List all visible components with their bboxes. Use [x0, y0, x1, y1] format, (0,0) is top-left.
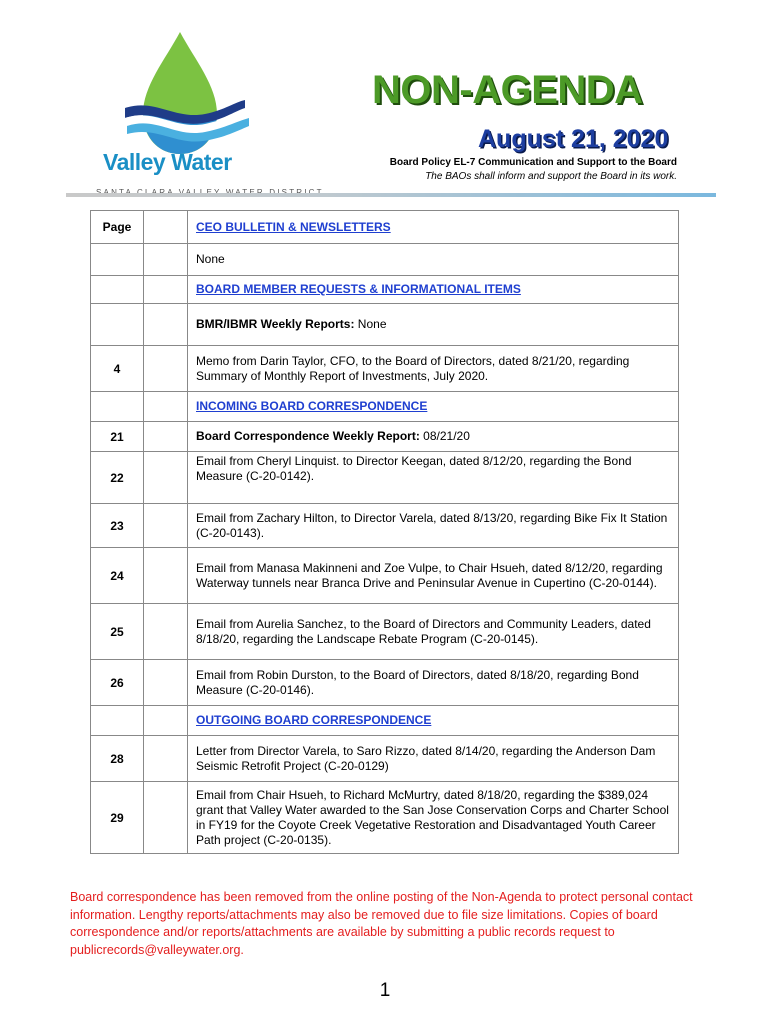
- item-label: Board Correspondence Weekly Report:: [196, 429, 420, 443]
- table-row: [91, 422, 679, 452]
- section-incoming-correspondence[interactable]: INCOMING BOARD CORRESPONDENCE: [196, 399, 428, 413]
- item-text: Email from Zachary Hilton, to Director Varela, dated 8/13/20, regarding Bike Fix It Station (C-20-0143).: [196, 510, 668, 540]
- items-table: [90, 210, 679, 854]
- item-text: Email from Chair Hsueh, to Richard McMurtry, dated 8/18/20, regarding the $389,024 grant that Valley Water awarded to the San Jose Conservation Corps and Charter School in FY19 for the Coyote Creek Vegetative Restoration and Disadvantaged Youth Career Path project (C-20-0135).: [196, 787, 669, 847]
- table-row: [91, 392, 679, 422]
- page-number-cell: 21: [91, 422, 144, 452]
- section-board-member-requests[interactable]: BOARD MEMBER REQUESTS & INFORMATIONAL ITEMS: [196, 282, 521, 296]
- item-text: Email from Aurelia Sanchez, to the Board of Directors and Community Leaders, dated 8/18/20, regarding the Landscape Rebate Program (C-20-0145).: [196, 616, 651, 646]
- page-title: NON-AGENDA: [372, 68, 643, 112]
- page-date: August 21, 2020: [478, 125, 669, 153]
- item-text: 08/21/20: [419, 429, 470, 443]
- redaction-notice: Board correspondence has been removed from the online posting of the Non-Agenda to protect personal contact information. Lengthy reports/attachments may also be removed due to file size limitations. Copies of board correspondence and/or reports/attachments are available by submitting a public records request to publicrecords@valleywater.org.: [70, 890, 693, 957]
- section-outgoing-correspondence[interactable]: OUTGOING BOARD CORRESPONDENCE: [196, 713, 432, 727]
- table-row: [91, 304, 679, 346]
- table-row: [91, 211, 679, 244]
- page-header: Page: [91, 211, 144, 244]
- policy-line: Board Policy EL-7 Communication and Support to the Board: [389, 157, 677, 168]
- page-number: 1: [379, 980, 391, 1001]
- header-rule: [66, 193, 716, 197]
- item-text: Memo from Darin Taylor, CFO, to the Board of Directors, dated 8/21/20, regarding Summary of Monthly Report of Investments, July 2020.: [196, 353, 630, 383]
- page-number-cell: 29: [91, 782, 144, 854]
- table-row: [91, 346, 679, 392]
- table-row: [91, 706, 679, 736]
- item-text: Email from Manasa Makinneni and Zoe Vulpe, to Chair Hsueh, dated 8/12/20, regarding Waterway tunnels near Branca Drive and Peninsular Avenue in Cupertino (C-20-0144).: [196, 560, 663, 590]
- item-text: Email from Robin Durston, to the Board of Directors, dated 8/18/20, regarding Bond Measure (C-20-0146).: [196, 667, 639, 697]
- brand-name: Valley Water: [103, 149, 232, 175]
- item-label: BMR/IBMR Weekly Reports:: [196, 317, 355, 331]
- table-row: [91, 604, 679, 660]
- table-row: [91, 782, 679, 854]
- table-row: [91, 504, 679, 548]
- page-number-cell: 26: [91, 660, 144, 706]
- page-number-cell: 24: [91, 548, 144, 604]
- table-row: [91, 660, 679, 706]
- section-ceo-bulletin[interactable]: CEO BULLETIN & NEWSLETTERS: [196, 219, 391, 234]
- item-text: Letter from Director Varela, to Saro Rizzo, dated 8/14/20, regarding the Anderson Dam Seismic Retrofit Project (C-20-0129): [196, 743, 656, 773]
- table-row: [91, 736, 679, 782]
- item-text: Email from Cheryl Linquist. to Director Keegan, dated 8/12/20, regarding the Bond Measure (C-20-0142).: [196, 454, 632, 483]
- page-number-cell: 4: [91, 346, 144, 392]
- page-number-cell: 23: [91, 504, 144, 548]
- item-text: None: [354, 317, 387, 331]
- item-text: None: [196, 252, 225, 266]
- table-row: [91, 548, 679, 604]
- page-number-cell: 25: [91, 604, 144, 660]
- page-number-cell: 28: [91, 736, 144, 782]
- table-row: [91, 244, 679, 276]
- table-row: [91, 452, 679, 504]
- table-row: [91, 276, 679, 304]
- policy-subtitle: The BAOs shall inform and support the Board in its work.: [425, 171, 677, 182]
- page-number-cell: 22: [91, 452, 144, 504]
